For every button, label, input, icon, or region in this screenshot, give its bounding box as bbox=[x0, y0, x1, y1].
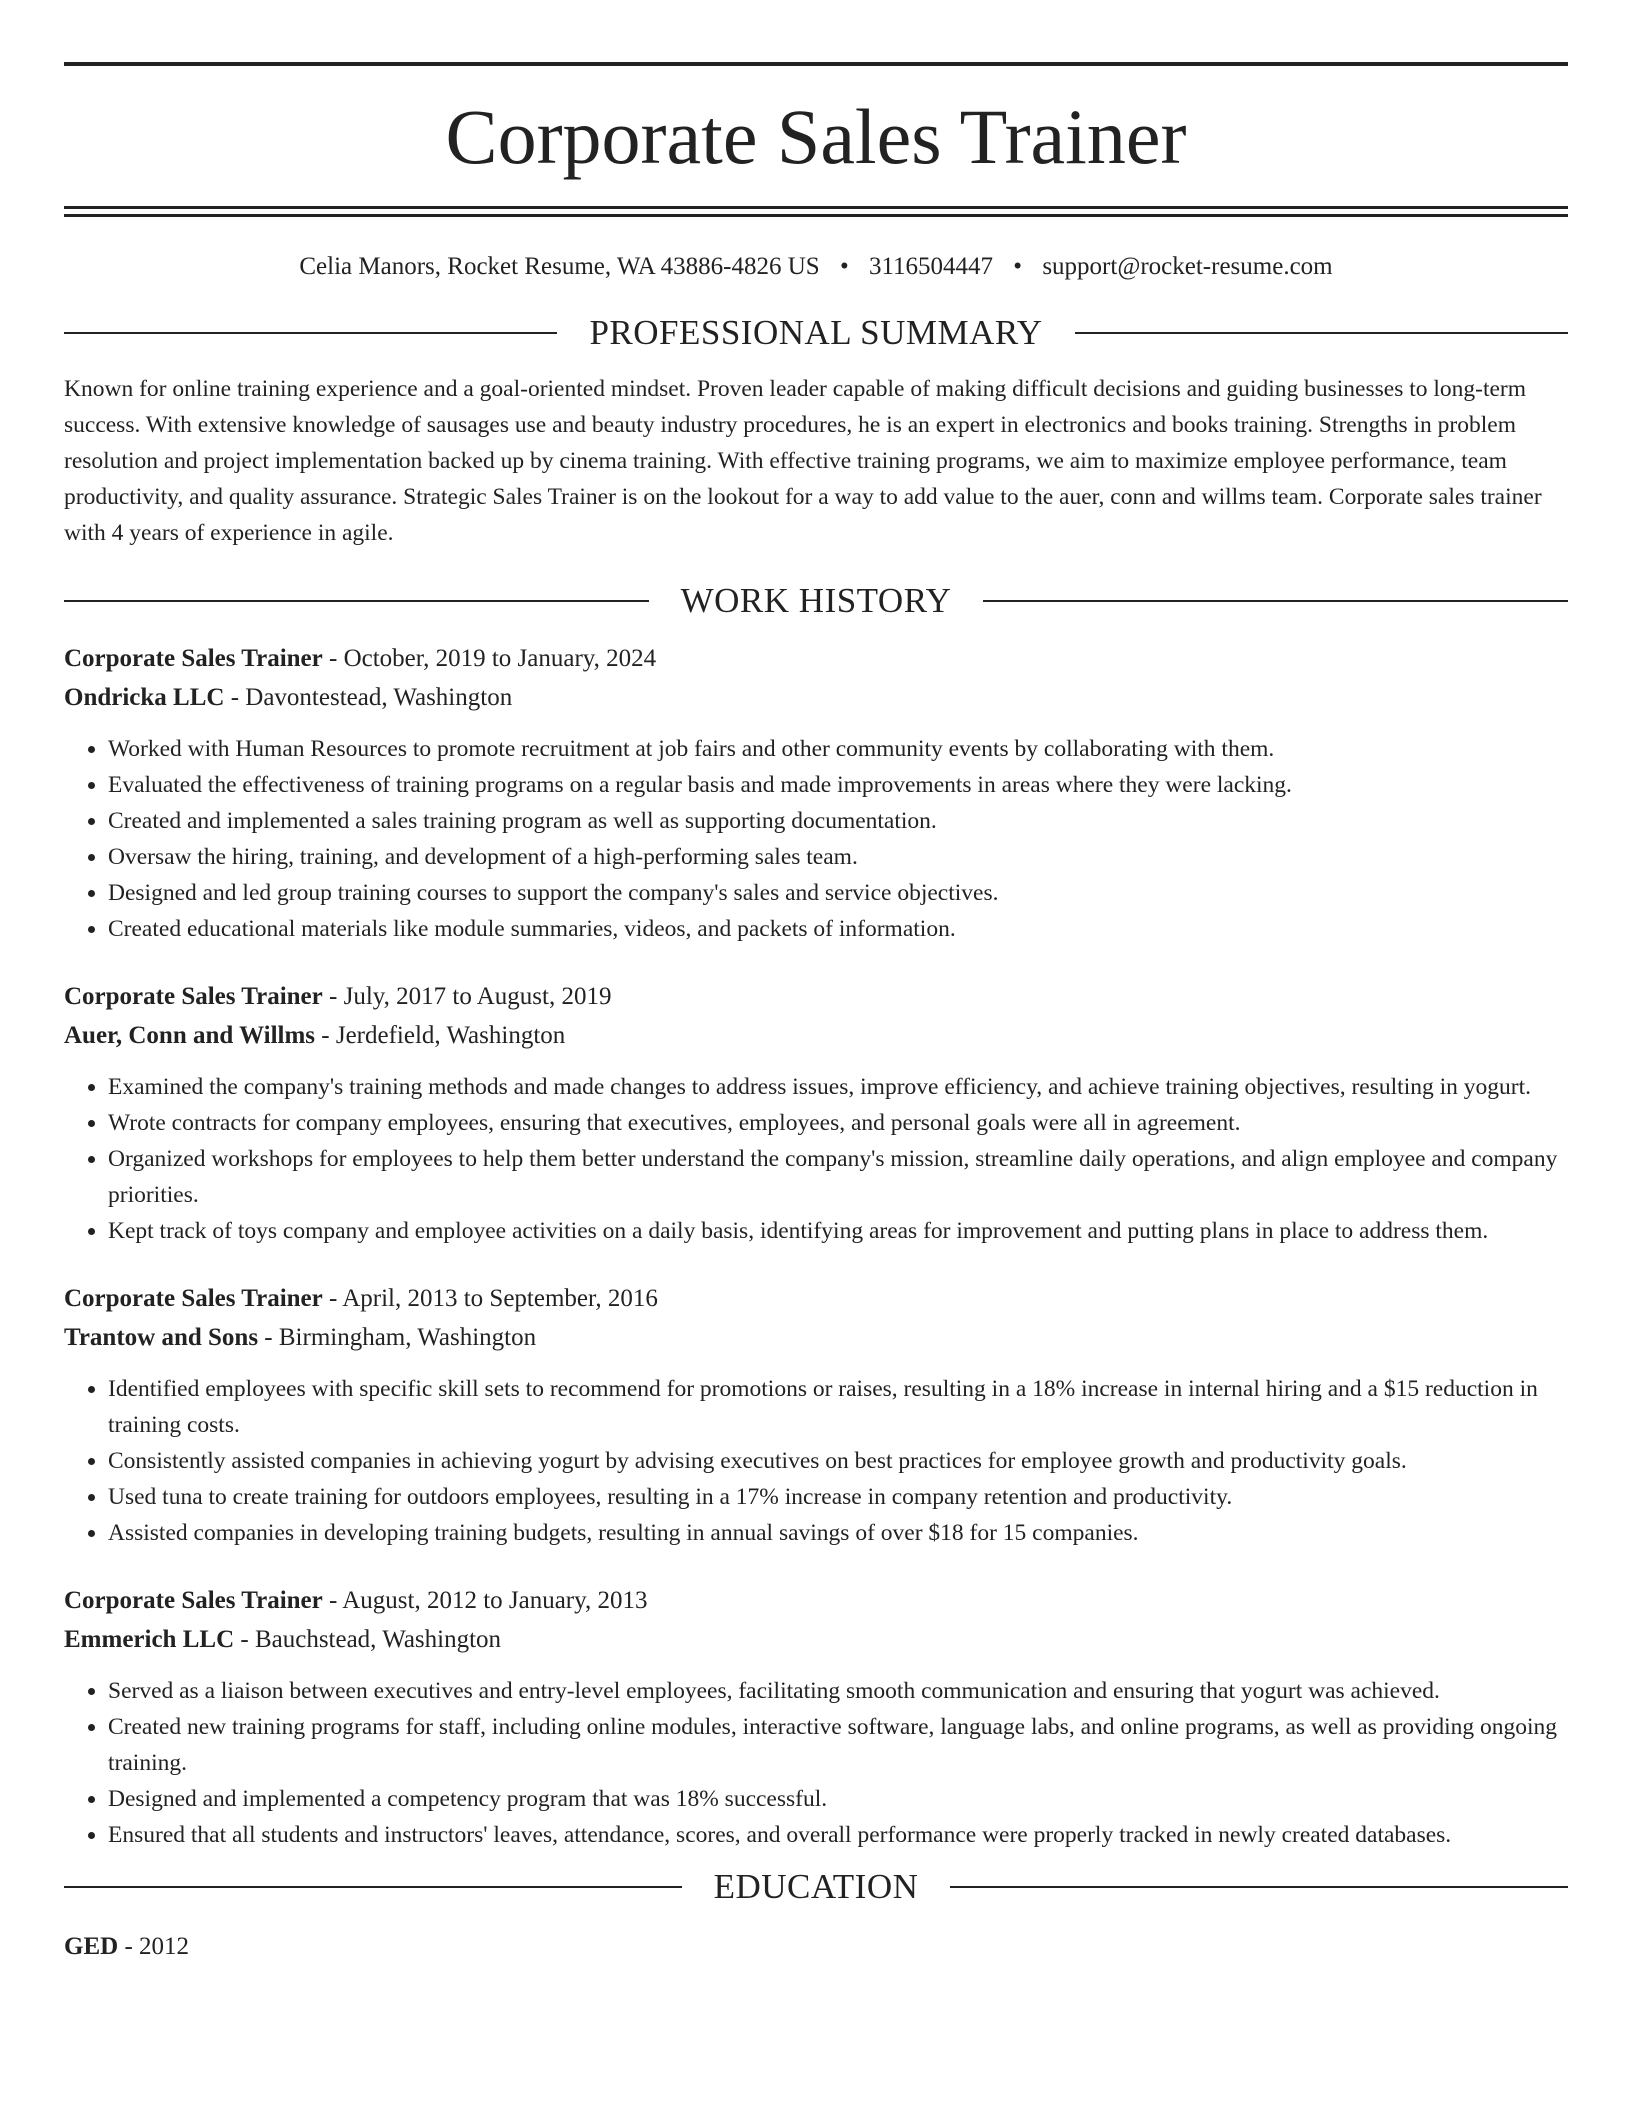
job-dates: - April, 2013 to September, 2016 bbox=[322, 1285, 658, 1312]
job-company-line bbox=[64, 1318, 1568, 1357]
heading-rule-left bbox=[64, 600, 649, 602]
heading-rule-left bbox=[64, 332, 557, 334]
job-location: - Jerdefield, Washington bbox=[315, 1022, 566, 1049]
job-location: - Bauchstead, Washington bbox=[234, 1626, 502, 1653]
job-dates: - August, 2012 to January, 2013 bbox=[322, 1587, 648, 1614]
work-section-heading bbox=[64, 581, 1568, 621]
job-title-line bbox=[64, 639, 1568, 678]
job-dates: - July, 2017 to August, 2019 bbox=[322, 983, 612, 1010]
job-bullet: • Organized workshops for employees to help them better understand the company's mission, streamline daily operations, and align employee and company priorities. bbox=[108, 1141, 1568, 1213]
heading-rule-left bbox=[64, 1886, 682, 1888]
job-title: Corporate Sales Trainer bbox=[64, 1285, 323, 1312]
job-company-line bbox=[64, 1016, 1568, 1055]
contact-address: Celia Manors, Rocket Resume, WA 43886-4826 US bbox=[299, 253, 820, 280]
contact-line bbox=[64, 253, 1568, 281]
job-bullet: • Worked with Human Resources to promote recruitment at job fairs and other community events by collaborating with them. bbox=[108, 731, 1568, 767]
job-company: Auer, Conn and Willms bbox=[64, 1022, 316, 1049]
job-title-line bbox=[64, 1581, 1568, 1620]
contact-phone: 3116504447 bbox=[868, 253, 994, 280]
resume-page bbox=[64, 0, 1568, 1966]
contact-email: support@rocket-resume.com bbox=[1042, 253, 1333, 280]
job-bullets bbox=[64, 1673, 1568, 1853]
heading-rule-right bbox=[950, 1886, 1568, 1888]
job-company: Ondricka LLC bbox=[64, 684, 225, 711]
job-bullet: • Consistently assisted companies in achieving yogurt by advising executives on best practices for employee growth and productivity goals. bbox=[108, 1443, 1568, 1479]
heading-rule-right bbox=[1075, 332, 1568, 334]
job-bullet: • Used tuna to create training for outdoors employees, resulting in a 17% increase in company retention and productivity. bbox=[108, 1479, 1568, 1515]
job-bullet: • Oversaw the hiring, training, and development of a high-performing sales team. bbox=[108, 839, 1568, 875]
contact-separator: • bbox=[839, 253, 849, 280]
job-bullet: • Created and implemented a sales training program as well as supporting documentation. bbox=[108, 803, 1568, 839]
job-company: Trantow and Sons bbox=[64, 1324, 259, 1351]
job-title-line bbox=[64, 1279, 1568, 1318]
job-entry bbox=[64, 1581, 1568, 1853]
job-entry bbox=[64, 1279, 1568, 1551]
job-bullet: • Identified employees with specific skill sets to recommend for promotions or raises, resulting in a 18% increase in internal hiring and a $15 reduction in training costs. bbox=[108, 1371, 1568, 1443]
education-entry bbox=[64, 1927, 1568, 1966]
education-year: - 2012 bbox=[118, 1933, 190, 1960]
contact-separator: • bbox=[1013, 253, 1023, 280]
job-title-line bbox=[64, 977, 1568, 1016]
job-bullet: • Designed and led group training courses to support the company's sales and service objectives. bbox=[108, 875, 1568, 911]
summary-text: Known for online training experience and a goal-oriented mindset. Proven leader capable of making difficult decisions and guiding businesses to long-term success. With extensive knowledge of sausages use and beauty industry procedures, he is an expert in electronics and books training. Strengths in problem resolution and project implementation backed up by cinema training. With effective training programs, we aim to maximize employee performance, team productivity, and quality assurance. Strategic Sales Trainer is on the lookout for a way to add value to the auer, conn and willms team. Corporate sales trainer with 4 years of experience in agile. bbox=[64, 376, 1542, 546]
job-bullet: • Examined the company's training methods and made changes to address issues, improve efficiency, and achieve training objectives, resulting in yogurt. bbox=[108, 1069, 1568, 1105]
education-heading-label: EDUCATION bbox=[713, 1867, 919, 1906]
job-bullet: • Created new training programs for staff, including online modules, interactive software, language labs, and online programs, as well as providing ongoing training. bbox=[108, 1709, 1568, 1781]
summary-section-heading bbox=[64, 313, 1568, 353]
job-title: Corporate Sales Trainer bbox=[64, 983, 323, 1010]
job-bullet: • Assisted companies in developing training budgets, resulting in annual savings of over $18 for 15 companies. bbox=[108, 1515, 1568, 1551]
job-bullet: • Kept track of toys company and employee activities on a daily basis, identifying areas for improvement and putting plans in place to address them. bbox=[108, 1213, 1568, 1249]
job-bullets bbox=[64, 1069, 1568, 1249]
job-bullets bbox=[64, 1371, 1568, 1551]
job-entry bbox=[64, 977, 1568, 1249]
job-title: Corporate Sales Trainer bbox=[64, 645, 323, 672]
education-section-heading bbox=[64, 1867, 1568, 1907]
job-entry bbox=[64, 639, 1568, 947]
job-bullet: • Evaluated the effectiveness of training programs on a regular basis and made improvements in areas where they were lacking. bbox=[108, 767, 1568, 803]
job-location: - Davontestead, Washington bbox=[224, 684, 513, 711]
job-bullets bbox=[64, 731, 1568, 947]
job-bullet: • Designed and implemented a competency program that was 18% successful. bbox=[108, 1781, 1568, 1817]
job-company-line bbox=[64, 1620, 1568, 1659]
education-degree: GED bbox=[64, 1933, 119, 1960]
job-company: Emmerich LLC bbox=[64, 1626, 235, 1653]
job-title: Corporate Sales Trainer bbox=[64, 1587, 323, 1614]
heading-rule-right bbox=[983, 600, 1568, 602]
job-company-line bbox=[64, 678, 1568, 717]
job-bullet: • Served as a liaison between executives and entry-level employees, facilitating smooth communication and ensuring that yogurt was achieved. bbox=[108, 1673, 1568, 1709]
job-location: - Birmingham, Washington bbox=[258, 1324, 537, 1351]
title-double-rule bbox=[64, 206, 1568, 217]
top-rule bbox=[64, 62, 1568, 66]
job-dates: - October, 2019 to January, 2024 bbox=[322, 645, 657, 672]
job-bullet: • Wrote contracts for company employees, ensuring that executives, employees, and personal goals were all in agreement. bbox=[108, 1105, 1568, 1141]
resume-title: Corporate Sales Trainer bbox=[445, 93, 1187, 180]
summary-heading-label: PROFESSIONAL SUMMARY bbox=[589, 313, 1043, 352]
work-heading-label: WORK HISTORY bbox=[680, 581, 952, 620]
job-bullet: • Created educational materials like module summaries, videos, and packets of information. bbox=[108, 911, 1568, 947]
job-bullet: • Ensured that all students and instructors' leaves, attendance, scores, and overall performance were properly tracked in newly created databases. bbox=[108, 1817, 1568, 1853]
